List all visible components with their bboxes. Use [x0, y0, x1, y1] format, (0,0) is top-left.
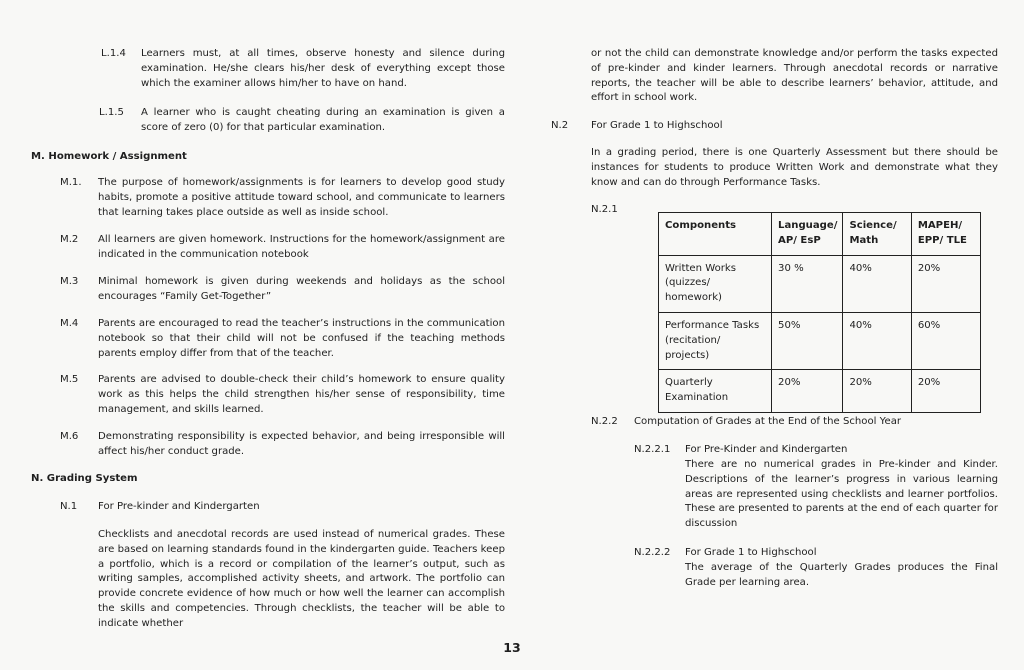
item-number: N.2.2 [591, 416, 618, 427]
table-header-cell: Science/ Math [843, 213, 911, 256]
paragraph: Learners must, at all times, observe honesty and silence during examination. He/she clears his/her desk of everything except those which the examiner allows him/her to have on hand. [141, 48, 505, 89]
table-header-cell: Language/ AP/ EsP [772, 213, 843, 256]
item-number: M.4 [60, 318, 79, 329]
paragraph: or not the child can demonstrate knowledge and/or perform the tasks expected of pre-kinder and kinder learners. Through anecdotal records or narrative reports, the teacher will be able to describe learners’ behavior, attitude, and effort in school work. [591, 48, 998, 104]
item-number: N.2.1 [591, 204, 618, 215]
paragraph: The purpose of homework/assignments is for learners to develop good study habits, promote a positive attitude toward school, and communicate to learners that learning takes place outside as well as inside school. [98, 177, 505, 218]
item-title: For Pre-kinder and Kindergarten [98, 501, 260, 512]
item-number: N.2 [551, 120, 569, 131]
paragraph: A learner who is caught cheating during an examination is given a score of zero (0) for that particular examination. [141, 107, 505, 133]
item-number: M.1. [60, 177, 82, 188]
table-cell: 20% [772, 370, 843, 413]
table-cell: 60% [911, 312, 980, 369]
table-cell: 30 % [772, 255, 843, 312]
item-number: L.1.5 [99, 107, 124, 118]
paragraph: Checklists and anecdotal records are used instead of numerical grades. These are based on learning standards found in the kindergarten guide. Teachers keep a portfolio, which is a record or compilation of the learner’s output, such as writing samples, accomplished activity sheets, and artwork. The portfolio can provide concrete evidence of how much or how well the learner can accomplish the skills and competencies. Through checklists, the teacher will be able to indicate whether [98, 529, 505, 629]
item-number: M.2 [60, 234, 79, 245]
table-cell: 20% [843, 370, 911, 413]
item-number: M.3 [60, 276, 79, 287]
grading-components-table [658, 212, 981, 413]
item-number: L.1.4 [101, 48, 126, 59]
table-cell: 20% [911, 370, 980, 413]
table-cell: 50% [772, 312, 843, 369]
table-row [659, 255, 981, 312]
paragraph: Demonstrating responsibility is expected behavior, and being irresponsible will affect his/her conduct grade. [98, 431, 505, 457]
item-number: N.2.2.1 [634, 444, 671, 455]
table-cell: 40% [843, 312, 911, 369]
item-title: For Grade 1 to Highschool [685, 547, 817, 558]
item-title: Computation of Grades at the End of the School Year [634, 416, 902, 427]
item-title: For Grade 1 to Highschool [591, 120, 723, 131]
item-number: N.1 [60, 501, 78, 512]
page-number: 13 [503, 640, 521, 655]
item-number: N.2.2.2 [634, 547, 671, 558]
paragraph: Parents are encouraged to read the teacher’s instructions in the communication notebook so that their child will not be confused if the teaching methods parents employ differ from that of the teacher. [98, 318, 505, 359]
table-cell: Performance Tasks (recitation/ projects) [659, 312, 772, 369]
item-title: For Pre-Kinder and Kindergarten [685, 444, 848, 455]
section-heading: N. Grading System [31, 473, 138, 484]
table-row [659, 370, 981, 413]
paragraph: Parents are advised to double-check their child’s homework to ensure quality work as this helps the child strengthen his/her sense of responsibility, time management, and skills learned. [98, 374, 505, 415]
paragraph: In a grading period, there is one Quarterly Assessment but there should be instances for students to produce Written Work and demonstrate what they know and can do through Performance Tasks. [591, 147, 998, 188]
paragraph: The average of the Quarterly Grades produces the Final Grade per learning area. [685, 562, 998, 588]
table-header-cell: Components [659, 213, 772, 256]
paragraph: All learners are given homework. Instructions for the homework/assignment are indicated in the communication notebook [98, 234, 505, 260]
table-header-cell: MAPEH/ EPP/ TLE [911, 213, 980, 256]
table-cell: Written Works (quizzes/ homework) [659, 255, 772, 312]
table-header-row [659, 213, 981, 256]
section-heading: M. Homework / Assignment [31, 151, 187, 162]
table-cell: 20% [911, 255, 980, 312]
table-row [659, 312, 981, 369]
item-number: M.6 [60, 431, 79, 442]
item-number: M.5 [60, 374, 79, 385]
table-cell: 40% [843, 255, 911, 312]
paragraph: Minimal homework is given during weekends and holidays as the school encourages “Family Get-Together” [98, 276, 505, 302]
paragraph: There are no numerical grades in Pre-kinder and Kinder. Descriptions of the learner’s progress in various learning areas are represented using checklists and learner portfolios. These are presented to parents at the end of each quarter for discussion [685, 459, 998, 530]
table-cell: Quarterly Examination [659, 370, 772, 413]
